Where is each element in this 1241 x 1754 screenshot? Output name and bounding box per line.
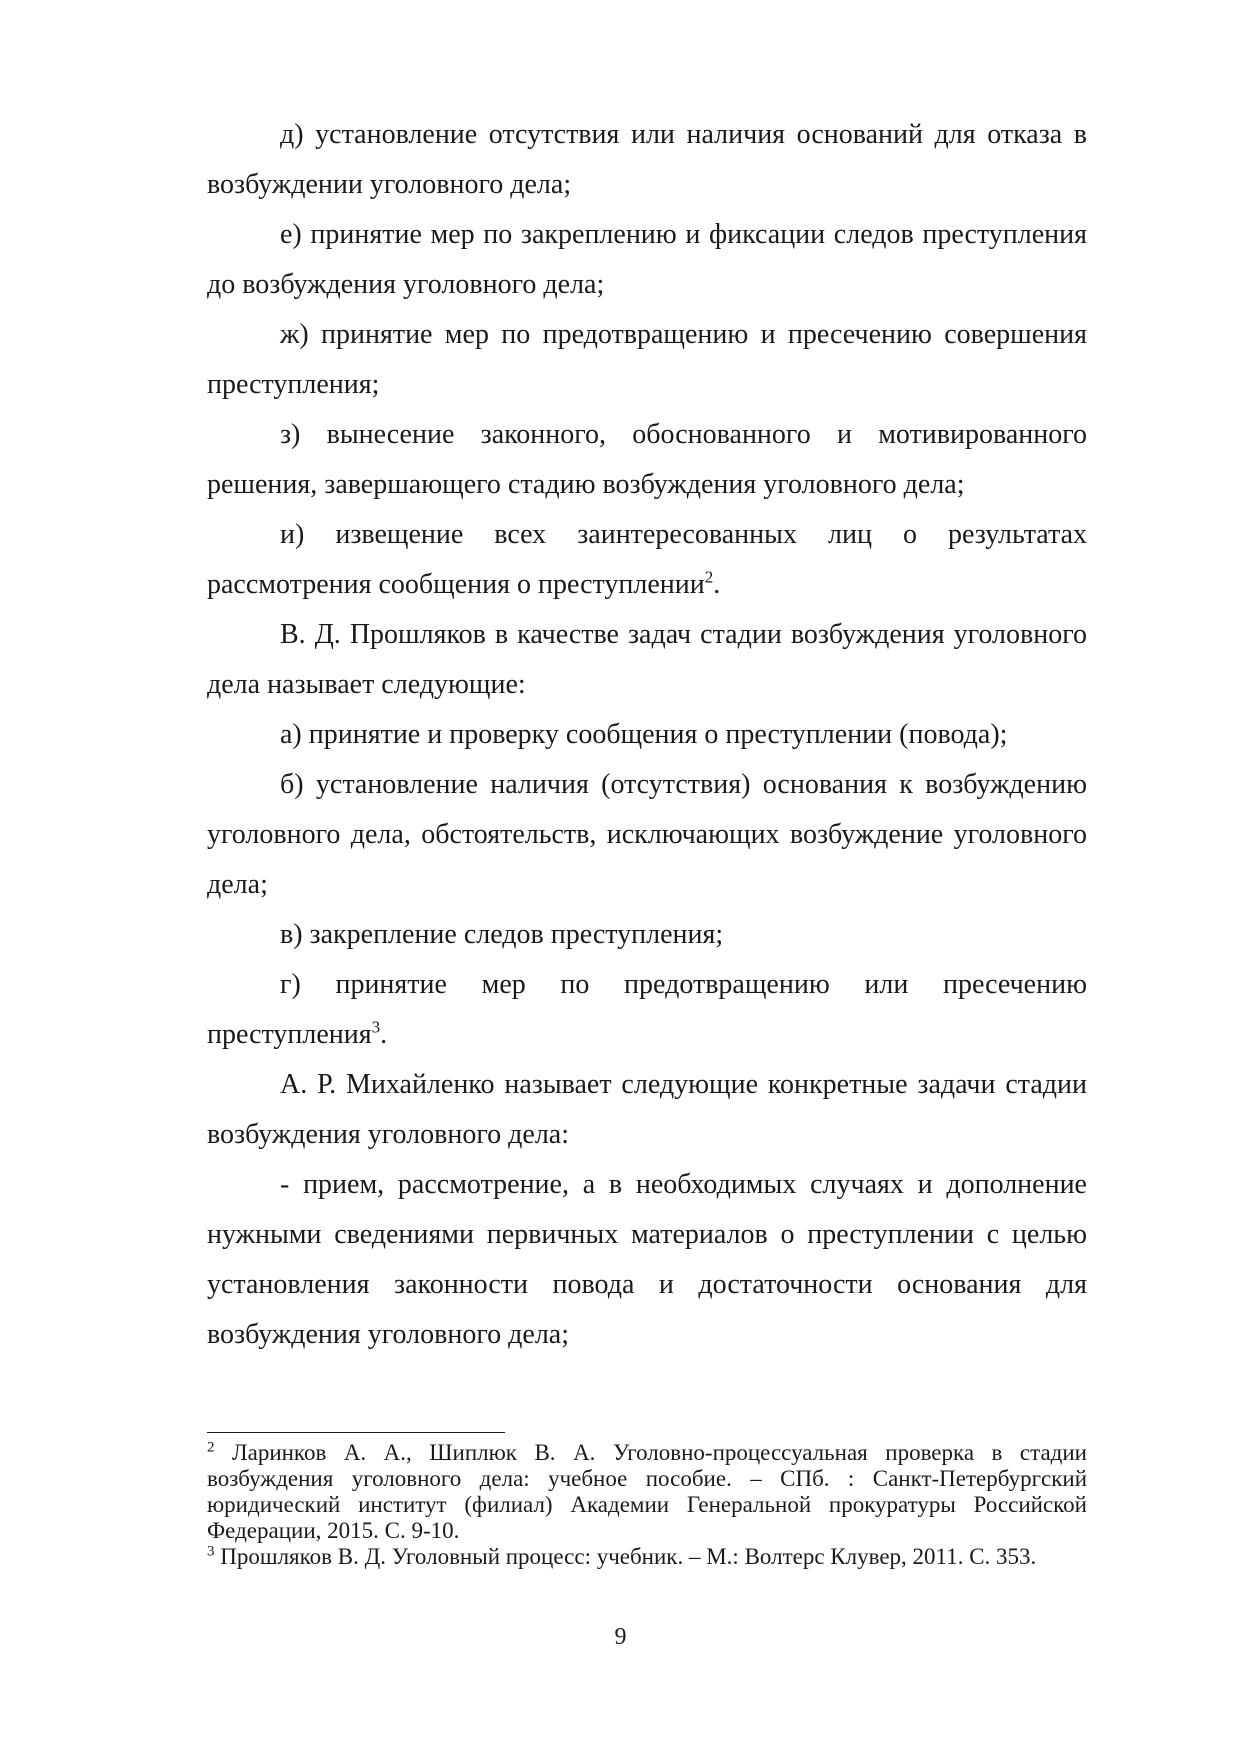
paragraph-a: а) принятие и проверку сообщения о преступлении (повода);	[280, 719, 1008, 750]
paragraph-b: б) установление наличия (отсутствия) основания к возбуждению уголовного дела, обстоятельств, исключающих возбуждение уголовного дела;	[207, 769, 1087, 900]
footnote-separator	[207, 1432, 505, 1433]
paragraph-dash-item: - прием, рассмотрение, а в необходимых случаях и дополнение нужными сведениями первичных материалов о преступлении с целью установления законности повода и достаточности основания для возбуждения уголовного дела;	[207, 1169, 1087, 1350]
footnote-2: $^2$ Ларинков А. А., Шиплюк В. А. Уголовно-процессуальная проверка в стадии возбуждения уголовного дела: учебное пособие. – СПб. : Санкт-Петербургский юридический институт (филиал) Академии Генеральной прокуратуры Российской Федерации, 2015. С. 9-10.	[207, 1439, 1087, 1543]
paragraph-d: д) установление отсутствия или наличия оснований для отказа в возбуждении уголовного дела;	[207, 119, 1087, 200]
footnotes	[207, 1440, 1087, 1570]
footnote-marker-2: 2	[207, 1439, 215, 1456]
page-number: 9	[614, 1624, 627, 1650]
footnote-ref-2: 2	[704, 567, 714, 587]
footnote-ref-3: 3	[371, 1017, 381, 1037]
paragraph-mikhailenko-intro: А. Р. Михайленко называет следующие конкретные задачи стадии возбуждения уголовного дела:	[207, 1069, 1087, 1150]
body-text	[207, 110, 1087, 1360]
footnote-3: $^3$ Прошляков В. Д. Уголовный процесс: учебник. – М.: Волтерс Клувер, 2011. С. 353.	[207, 1543, 1037, 1569]
paragraph-proshlyakov-intro: В. Д. Прошляков в качестве задач стадии возбуждения уголовного дела называет следующие:	[207, 619, 1087, 700]
paragraph-z: з) вынесение законного, обоснованного и мотивированного решения, завершающего стадию возбуждения уголовного дела;	[207, 419, 1087, 500]
footnote-marker-3: 3	[207, 1543, 215, 1560]
paragraph-e: е) принятие мер по закреплению и фиксации следов преступления до возбуждения уголовного дела;	[207, 219, 1087, 300]
paragraph-v: в) закрепление следов преступления;	[280, 919, 724, 950]
paragraph-zh: ж) принятие мер по предотвращению и пресечению совершения преступления;	[207, 319, 1087, 400]
paragraph-i: и) извещение всех заинтересованных лиц о результатах рассмотрения сообщения о преступлении$^2$.	[207, 519, 1087, 600]
paragraph-g: г) принятие мер по предотвращению или пресечению преступления$^3$.	[207, 969, 1087, 1050]
